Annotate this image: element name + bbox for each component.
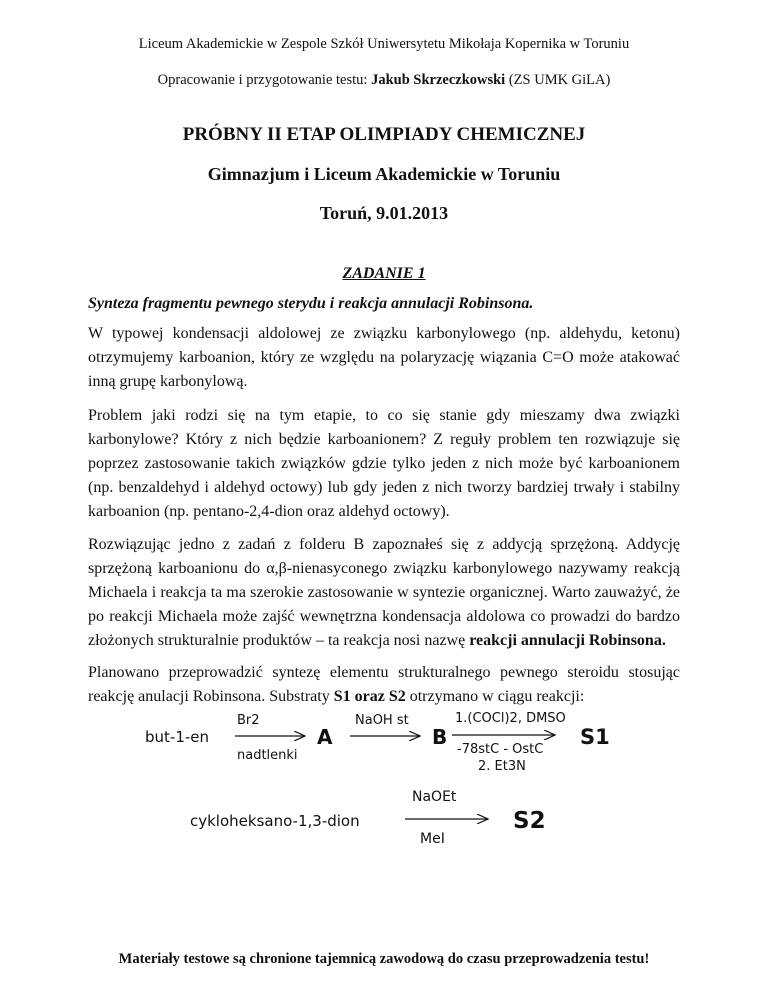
reagent-naoh: NaOH st: [355, 713, 409, 728]
paragraph-4-text: Planowano przeprowadzić syntezę elementu strukturalnego pewnego steroidu stosując reakcję anulacji Robinsona. Substraty: [88, 664, 680, 705]
header-author-suffix: (ZS UMK GiLA): [505, 72, 611, 88]
header-author-name: Jakub Skrzeczkowski: [371, 72, 506, 88]
substrate-s1: S1: [580, 725, 610, 749]
footer-confidentiality-note: Materiały testowe są chronione tajemnicą zawodową do czasu przeprowadzenia testu!: [118, 951, 650, 967]
paragraph-3-bold: reakcji annulacji Robinsona.: [469, 632, 666, 649]
paragraph-1: W typowej kondensacji aldolowej ze związku karbonylowego (np. aldehydu, ketonu) otrzymujemy karboanion, który ze względu na polaryzację wiązania C=O może atakować inną grupę karbonylową.: [88, 325, 680, 390]
reagent-et3n: 2. Et3N: [478, 759, 526, 774]
paragraph-3-text: Rozwiązując jedno z zadań z folderu B zapoznałeś się z addycją sprzężoną. Addycję sprzężoną karboanionu do α,β-nienasyconego związku karbonylowego nazywamy reakcją Michaela i reakcja ta ma szerokie zastosowanie w syntezie organicznej. Warto zauważyć, że po reakcji Michaela może zajść wewnętrzna kondensacja aldolowa co prowadzi do bardzo złożonych strukturalnie produktów – ta reakcja nosi nazwę: [88, 536, 680, 649]
header-institution: Liceum Akademickie w Zespole Szkół Uniwersytetu Mikołaja Kopernika w Toruniu: [138, 36, 630, 52]
task-heading: [0, 265, 768, 283]
school-name: Gimnazjum i Liceum Akademickie w Toruniu: [207, 164, 561, 184]
substrate-s2: S2: [513, 808, 546, 834]
task-heading-text: ZADANIE 1: [342, 265, 426, 282]
reagent-br2: Br2: [237, 713, 260, 728]
document-title: PRÓBNY II ETAP OLIMPIADY CHEMICZNEJ: [182, 124, 586, 145]
start-compound-butene: but-1-en: [145, 728, 210, 746]
paragraph-2: Problem jaki rodzi się na tym etapie, to co się stanie gdy mieszamy dwa związki karbonylowe? Który z nich będzie karboanionem? Z reguły problem ten rozwiązuje się poprzez zastosowanie takich związków gdzie tylko jeden z nich może być karboanionem (np. benzaldehyd i aldehyd octowy) lub gdy jeden z nich tworzy bardziej trwały i stabilny karboanion (np. pentano-2,4-dion oraz aldehyd octowy).: [88, 407, 680, 520]
compound-b: B: [432, 725, 448, 749]
header-author-line: [0, 72, 768, 89]
reagent-naoet: NaOEt: [412, 789, 457, 805]
reagent-mei: MeI: [420, 831, 445, 847]
paragraph-3: [88, 533, 680, 653]
compound-a: A: [317, 725, 333, 749]
task-subtitle: Synteza fragmentu pewnego sterydu i reakcja annulacji Robinsona.: [88, 295, 534, 312]
start-compound-cyclohexanedione: cykloheksano-1,3-dion: [190, 812, 360, 830]
reagent-temperature: -78stC - OstC: [457, 742, 544, 757]
reagent-swern: 1.(COCl)2, DMSO: [455, 711, 566, 726]
test-date: Toruń, 9.01.2013: [319, 203, 449, 223]
reaction-scheme: [0, 700, 768, 860]
reagent-peroxides: nadtlenki: [237, 748, 298, 763]
header-author-prefix: Opracowanie i przygotowanie testu:: [157, 72, 372, 88]
paragraph-4-bold: S1 oraz S2: [333, 688, 406, 705]
paragraph-4-end: otrzymano w ciągu reakcji:: [405, 688, 585, 705]
